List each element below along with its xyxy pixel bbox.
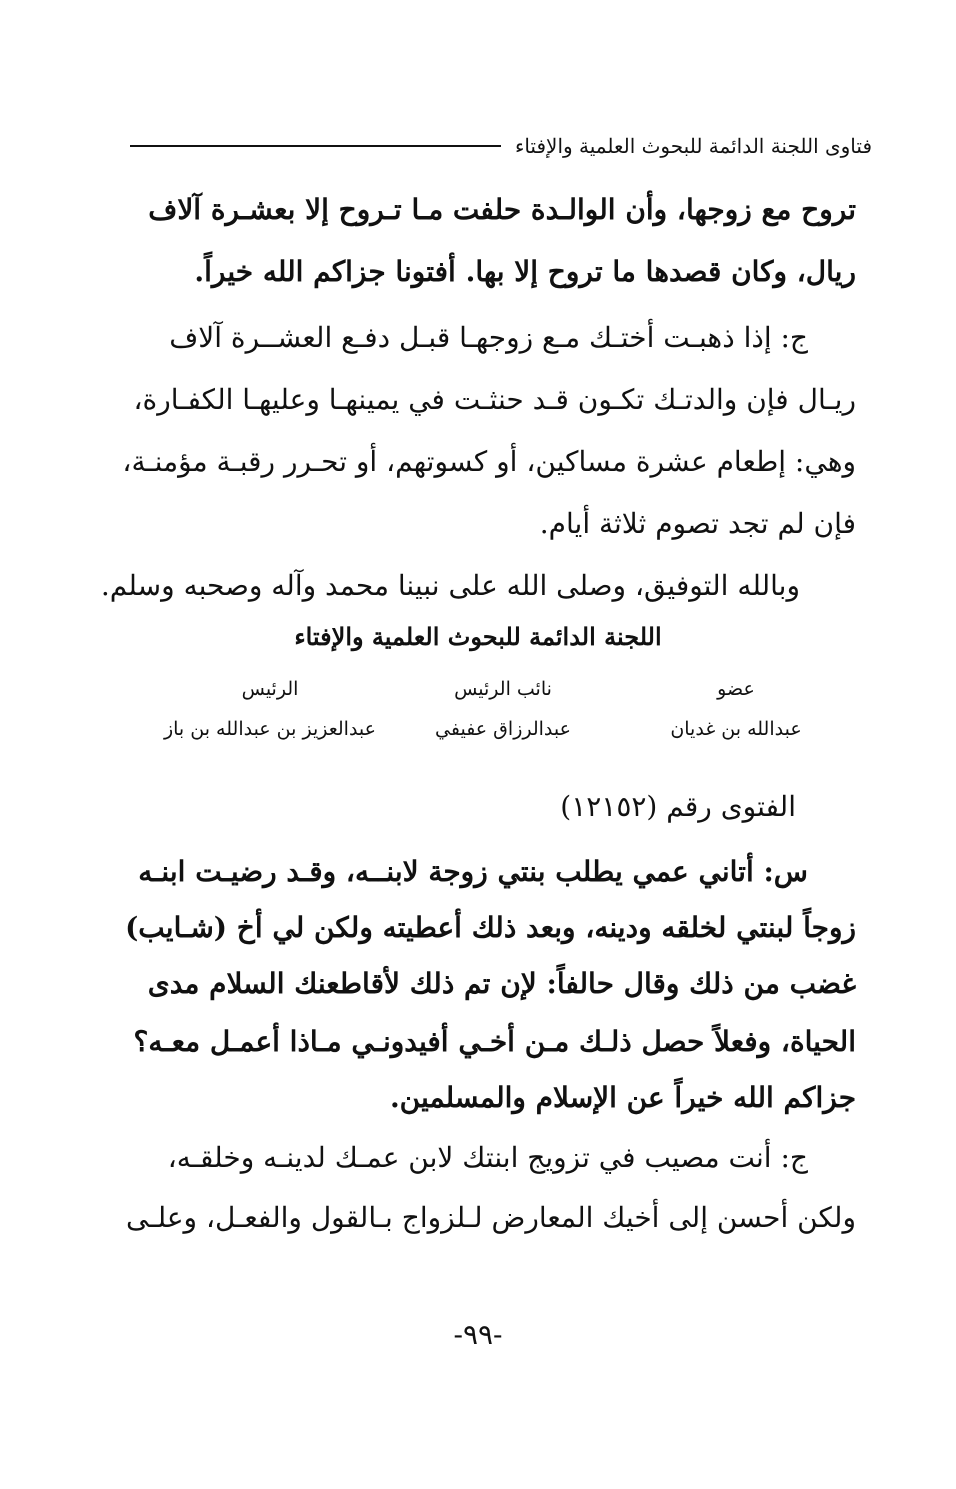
text-line: ريال، وكان قصدها ما تروح إلا بها. أفتونا جزاكم الله خيراً. [194, 255, 856, 288]
text-line: س: أتاني عمي يطلب بنتي زوجة لابنــه، وقـد رضيـت ابنـه [138, 855, 808, 888]
committee-title: اللجنة الدائمة للبحوث العلمية والإفتاء [294, 622, 662, 651]
text-line: ج: إذا ذهبـت أختـك مـع زوجهـا قبـل دفـع العشــرة آلاف [169, 321, 808, 354]
role-vice-president: نائب الرئيس [454, 678, 552, 700]
running-header [130, 128, 872, 164]
text-line: فإن لم تجد تصوم ثلاثة أيام. [539, 507, 856, 540]
role-president: الرئيس [241, 678, 299, 700]
text-line: الحياة، وفعلاً حصل ذلـك مـن أخـي أفيدونـي مـاذا أعمـل معـه؟ [133, 1025, 856, 1058]
name-president: عبدالعزيز بن عبدالله بن باز [163, 718, 377, 740]
closing-text: وبالله التوفيق، وصلى الله على نبينا محمد وآله وصحبه وسلم. [100, 569, 800, 602]
header-title: فتاوى اللجنة الدائمة للبحوث العلمية والإفتاء [514, 134, 872, 158]
text-line: زوجاً لبنتي لخلقه ودينه، وبعد ذلك أعطيته ولكن لي أخ (شـايب) [125, 911, 856, 944]
role-member: عضو [717, 678, 755, 700]
name-member: عبدالله بن غديان [670, 718, 802, 740]
text-line: ولكن أحسن إلى أخيك المعارض لـلزواج بـالقول والفعـل، وعلـى [126, 1201, 856, 1234]
header-rule [130, 145, 501, 147]
committee-roles [160, 678, 846, 700]
page-number: -٩٩- [453, 1318, 503, 1351]
text-line: وهي: إطعام عشرة مساكين، أو كسوتهم، أو تحـرر رقبـة مؤمنـة، [122, 445, 856, 478]
text-line: تروح مع زوجها، وأن الوالـدة حلفت مـا تـروح إلا بعشـرة آلاف [148, 193, 856, 226]
text-line: ج: أنت مصيب في تزويج ابنتك لابن عمـك لدينـه وخلقـه، [167, 1141, 808, 1174]
name-vice-president: عبدالرزاق عفيفي [435, 718, 571, 740]
committee-names [160, 718, 846, 740]
fatwa-number: الفتوى رقم (١٢١٥٢) [560, 790, 796, 823]
text-line: جزاكم الله خيراً عن الإسلام والمسلمين. [389, 1081, 856, 1114]
text-line: غضب من ذلك وقال حالفاً: لإن تم ذلك لأقاطعنك السلام مدى [147, 967, 856, 1000]
text-line: ريـال فإن والدتـك تكـون قـد حنثـت في يمينهـا وعليهـا الكفـارة، [133, 383, 856, 416]
